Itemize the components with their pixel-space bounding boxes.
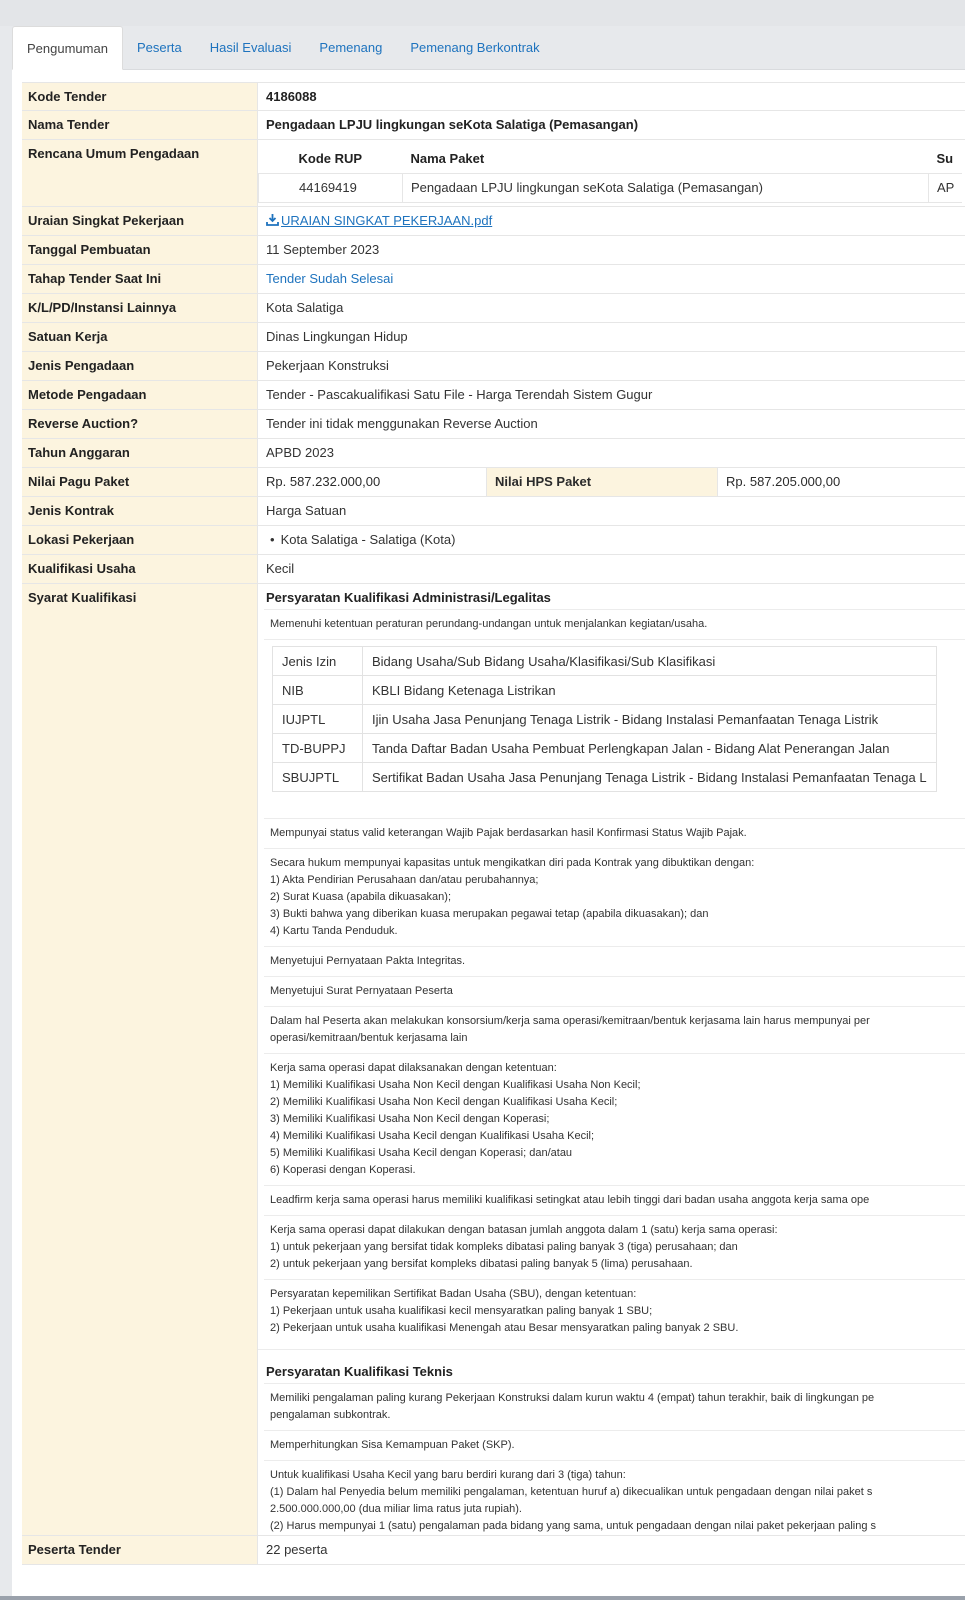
value-satker: Dinas Lingkungan Hidup [266,329,408,344]
req-line: 2) Pekerjaan untuk usaha kualifikasi Menengah atau Besar mensyaratkan paling banyak 2 SBU. [270,1322,739,1334]
rup-header-kode: Kode RUP [259,144,403,173]
label-rup: Rencana Umum Pengadaan [22,140,258,206]
req-line: 3) Memiliki Kualifikasi Usaha Non Kecil dengan Koperasi; [270,1113,550,1125]
row-lokasi [22,526,965,555]
izin-jenis: Jenis Izin [273,647,363,676]
label-nama-tender: Nama Tender [22,111,258,139]
label-metode: Metode Pengadaan [22,381,258,409]
rup-header-nama: Nama Paket [403,144,929,173]
value-kode-tender: 4186088 [266,89,317,104]
izin-bidang: Ijin Usaha Jasa Penunjang Tenaga Listrik - Bidang Instalasi Pemanfaatan Tenaga Listrik [363,705,937,734]
label-lokasi: Lokasi Pekerjaan [22,526,258,554]
label-kode-tender: Kode Tender [22,83,258,110]
req-line: Kerja sama operasi dapat dilaksanakan dengan ketentuan: [270,1062,557,1074]
izin-row [273,734,937,763]
req-line: Persyaratan kepemilikan Sertifikat Badan Usaha (SBU), dengan ketentuan: [270,1288,637,1300]
admin-req-5: Menyetujui Surat Pernyataan Peserta [264,976,965,1006]
rup-su: AP [929,173,963,202]
bullet-icon: • [270,532,275,547]
req-line: Dalam hal Peserta akan melakukan konsorsium/kerja sama operasi/kemitraan/bentuk kerjasama lain harus mempunyai per [270,1015,870,1027]
admin-req-1: Memenuhi ketentuan peraturan perundang-undangan untuk menjalankan kegiatan/usaha. [264,609,965,639]
label-uraian: Uraian Singkat Pekerjaan [22,207,258,235]
rup-header-su: Su [929,144,963,173]
download-icon [266,213,279,226]
admin-req-2: Mempunyai status valid keterangan Wajib Pajak berdasarkan hasil Konfirmasi Status Wajib Pajak. [264,818,965,848]
admin-req-7 [264,1053,965,1185]
req-line: 1) Memiliki Kualifikasi Usaha Non Kecil dengan Kualifikasi Usaha Non Kecil; [270,1079,641,1091]
row-peserta [22,1536,965,1565]
req-line: operasi/kemitraan/bentuk kerjasama lain [270,1032,468,1044]
rup-header-row [259,144,963,173]
row-reverse [22,410,965,439]
izin-bidang: Bidang Usaha/Sub Bidang Usaha/Klasifikasi/Sub Klasifikasi [363,647,937,676]
row-tanggal [22,236,965,265]
label-hps: Nilai HPS Paket [486,468,718,496]
label-pagu: Nilai Pagu Paket [22,468,258,496]
row-syarat [22,584,965,1536]
value-tanggal: 11 September 2023 [266,242,380,257]
row-kode-tender [22,82,965,111]
teknis-req-2: Memperhitungkan Sisa Kemampuan Paket (SKP). [264,1430,965,1460]
label-kualifikasi: Kualifikasi Usaha [22,555,258,583]
tab-hasil-evaluasi[interactable]: Hasil Evaluasi [209,40,292,55]
row-tahun [22,439,965,468]
uraian-cell [258,207,965,235]
rup-nama: Pengadaan LPJU lingkungan seKota Salatiga (Pemasangan) [403,173,929,202]
req-line: pengalaman subkontrak. [270,1409,391,1421]
admin-req-9 [264,1215,965,1279]
tab-bar [12,26,965,70]
admin-req-4: Menyetujui Pernyataan Pakta Integritas. [264,946,965,976]
teknis-req-3 [264,1460,965,1535]
req-line: 4) Memiliki Kualifikasi Usaha Kecil dengan Kualifikasi Usaha Kecil; [270,1130,595,1142]
req-line: 1) Akta Pendirian Perusahaan dan/atau perubahannya; [270,874,539,886]
value-pagu: Rp. 587.232.000,00 [266,474,381,489]
row-pagu [22,468,965,497]
label-reverse: Reverse Auction? [22,410,258,438]
bottom-bar [0,1596,965,1600]
izin-jenis: TD-BUPPJ [273,734,363,763]
req-line: (1) Dalam hal Penyedia belum memiliki pengalaman, ketentuan huruf a) dikecualikan untuk pengadaan dengan nilai paket s [270,1486,873,1498]
req-line: 1) untuk pekerjaan yang bersifat tidak kompleks dibatasi paling banyak 3 (tiga) perusahaan; dan [270,1241,738,1253]
value-kualifikasi: Kecil [266,561,295,576]
rup-table [258,144,962,203]
tab-pemenang-berkontrak[interactable]: Pemenang Berkontrak [410,40,540,55]
req-line: 2) Memiliki Kualifikasi Usaha Non Kecil dengan Kualifikasi Usaha Kecil; [270,1096,618,1108]
label-klpd: K/L/PD/Instansi Lainnya [22,294,258,322]
value-nama-tender: Pengadaan LPJU lingkungan seKota Salatiga (Pemasangan) [266,117,639,132]
admin-title: Persyaratan Kualifikasi Administrasi/Legalitas [266,590,551,605]
izin-bidang: Sertifikat Badan Usaha Jasa Penunjang Tenaga Listrik - Bidang Instalasi Pemanfaatan Tenaga L [363,763,937,792]
izin-jenis: NIB [273,676,363,705]
req-line: (2) Harus mempunyai 1 (satu) pengalaman pada bidang yang sama, untuk pengadaan dengan nilai paket pekerjaan paling s [270,1520,877,1532]
row-klpd [22,294,965,323]
label-tanggal: Tanggal Pembuatan [22,236,258,264]
req-line: 4) Kartu Tanda Penduduk. [270,925,398,937]
label-satker: Satuan Kerja [22,323,258,351]
syarat-content [258,584,965,1535]
tab-peserta[interactable]: Peserta [136,40,182,55]
req-line: Secara hukum mempunyai kapasitas untuk mengikatkan diri pada Kontrak yang dibuktikan dengan: [270,857,755,869]
req-line: Kerja sama operasi dapat dilakukan dengan batasan jumlah anggota dalam 1 (satu) kerja sama operasi: [270,1224,778,1236]
admin-req-3 [264,848,965,946]
tab-pemenang[interactable]: Pemenang [319,40,383,55]
rup-kode: 44169419 [259,173,403,202]
row-tahap [22,265,965,294]
label-kontrak: Jenis Kontrak [22,497,258,525]
teknis-req-1 [264,1383,965,1430]
tender-detail-table [22,82,965,1565]
value-tahun: APBD 2023 [266,445,334,460]
row-metode [22,381,965,410]
req-line: Untuk kualifikasi Usaha Kecil yang baru berdiri kurang dari 3 (tiga) tahun: [270,1469,626,1481]
row-nama-tender [22,111,965,140]
value-hps: Rp. 587.205.000,00 [726,474,841,489]
req-line: 3) Bukti bahwa yang diberikan kuasa merupakan pegawai tetap (apabila dikuasakan); dan [270,908,709,920]
req-line: 2) Surat Kuasa (apabila dikuasakan); [270,891,451,903]
izin-spacer [264,796,965,818]
label-tahun: Tahun Anggaran [22,439,258,467]
tab-pengumuman[interactable]: Pengumuman [12,26,123,70]
uraian-pdf-link[interactable]: URAIAN SINGKAT PEKERJAAN.pdf [281,213,493,228]
row-uraian [22,207,965,236]
value-peserta: 22 peserta [266,1542,328,1557]
lokasi-cell [258,526,965,554]
value-metode: Tender - Pascakualifikasi Satu File - Harga Terendah Sistem Gugur [266,387,653,402]
teknis-title: Persyaratan Kualifikasi Teknis [258,1349,965,1383]
row-satker [22,323,965,352]
rup-row [259,173,963,202]
row-rup [22,140,965,207]
pagu-split [258,468,946,496]
izin-row [273,705,937,734]
row-jenis-pengadaan [22,352,965,381]
izin-jenis: SBUJPTL [273,763,363,792]
izin-row [273,647,937,676]
label-tahap: Tahap Tender Saat Ini [22,265,258,293]
tahap-link[interactable]: Tender Sudah Selesai [266,271,394,286]
admin-req-6 [264,1006,965,1053]
row-kualifikasi [22,555,965,584]
announcement-panel [12,70,965,1600]
izin-table [272,646,937,792]
req-line: 6) Koperasi dengan Koperasi. [270,1164,416,1176]
req-line: 2.500.000.000,00 (dua miliar lima ratus juta rupiah). [270,1503,522,1515]
value-jenis-pengadaan: Pekerjaan Konstruksi [266,358,389,373]
admin-req-8: Leadfirm kerja sama operasi harus memiliki kualifikasi setingkat atau lebih tinggi dari badan usaha anggota kerja sama ope [264,1185,965,1215]
top-bar [0,0,965,26]
req-line: 2) untuk pekerjaan yang bersifat kompleks dibatasi paling banyak 5 (lima) perusahaan. [270,1258,693,1270]
value-lokasi: Kota Salatiga - Salatiga (Kota) [280,532,456,547]
req-line: Memiliki pengalaman paling kurang Pekerjaan Konstruksi dalam kurun waktu 4 (empat) tahun terakhir, baik di lingkungan pe [270,1392,875,1404]
rup-cell [258,140,965,206]
izin-row [273,763,937,792]
izin-wrap [264,639,965,818]
value-reverse: Tender ini tidak menggunakan Reverse Auction [266,416,538,431]
value-kontrak: Harga Satuan [266,503,347,518]
label-peserta: Peserta Tender [22,1536,258,1564]
label-jenis-pengadaan: Jenis Pengadaan [22,352,258,380]
admin-req-10 [264,1279,965,1343]
izin-row [273,676,937,705]
izin-bidang: KBLI Bidang Ketenaga Listrikan [363,676,937,705]
row-kontrak [22,497,965,526]
req-line: 5) Memiliki Kualifikasi Usaha Kecil dengan Koperasi; dan/atau [270,1147,573,1159]
izin-jenis: IUJPTL [273,705,363,734]
label-syarat: Syarat Kualifikasi [22,584,258,1535]
req-line: 1) Pekerjaan untuk usaha kualifikasi kecil mensyaratkan paling banyak 1 SBU; [270,1305,653,1317]
value-klpd: Kota Salatiga [266,300,344,315]
izin-bidang: Tanda Daftar Badan Usaha Pembuat Perlengkapan Jalan - Bidang Alat Penerangan Jalan [363,734,937,763]
